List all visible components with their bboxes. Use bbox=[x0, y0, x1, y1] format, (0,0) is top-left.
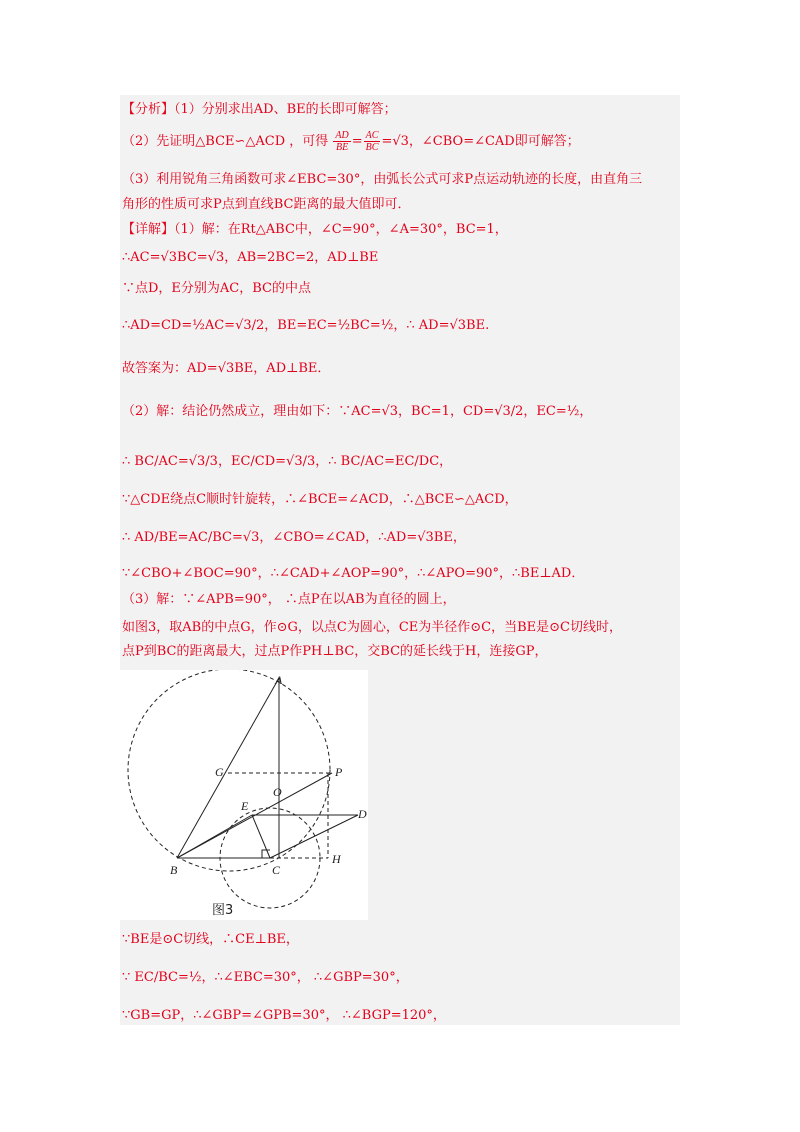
segment-cd bbox=[270, 815, 358, 858]
part3-line-4: ∵BE是⊙C切线，∴CE⊥BE， bbox=[122, 932, 299, 947]
label-d: D bbox=[358, 807, 367, 821]
analysis-line-1: 【分析】（1）分别求出AD、BE的长即可解答； bbox=[122, 102, 397, 117]
segment-ec bbox=[252, 815, 270, 858]
analysis-line-3: （3）利用锐角三角函数可求∠EBC=30°，由弧长公式可求P点运动轨迹的长度，由直角三 bbox=[122, 172, 643, 187]
part3-line-6: ∵GB=GP，∴∠GBP=∠GPB=30°， ∴∠BGP=120°， bbox=[122, 1008, 446, 1023]
analysis-line-2-start: （2）先证明△BCE∽△ACD ，可得 bbox=[122, 134, 329, 149]
part2-line-3: ∵△CDE绕点C顺时针旋转，∴∠BCE=∠ACD，∴△BCE∽△ACD， bbox=[122, 492, 518, 507]
fraction-ad-be: $\frac{AD}{BE}$ bbox=[335, 130, 349, 153]
fraction-ac-bc: $\frac{AC}{BC}$ bbox=[365, 130, 379, 153]
detail-line-5: 故答案为：AD=√3BE，AD⊥BE． bbox=[122, 361, 331, 376]
label-e: E bbox=[241, 799, 249, 813]
part2-line-4: ∴ AD/BE=AC/BC=√3，∠CBO=∠CAD，∴AD=√3BE， bbox=[122, 530, 466, 545]
label-b: B bbox=[170, 863, 178, 877]
figure-caption: 图3 bbox=[212, 903, 234, 918]
figure-svg bbox=[120, 670, 368, 920]
analysis-line-2: （2）先证明△BCE∽△ACD ，可得 $\frac{AD}{BE}$ = $\frac{AC}{BC}$ =√3，∠CBO=∠CAD即可解答； bbox=[122, 130, 580, 153]
label-c: C bbox=[272, 863, 281, 877]
analysis-line-2-end: =√3，∠CBO=∠CAD即可解答； bbox=[381, 134, 580, 149]
segment-be bbox=[177, 815, 252, 858]
part3-line-2: 如图3，取AB的中点G，作⊙G，以点C为圆心，CE为半径作⊙C，当BE是⊙C切线时， bbox=[122, 620, 622, 635]
analysis-line-4: 角形的性质可求P点到直线BC距离的最大值即可． bbox=[122, 197, 411, 212]
label-o: O bbox=[273, 785, 282, 799]
geometry-figure bbox=[120, 670, 368, 920]
part3-line-3: 点P到BC的距离最大，过点P作PH⊥BC，交BC的延长线于H，连接GP， bbox=[122, 644, 548, 659]
part2-line-2: ∴ BC/AC=√3/3，EC/CD=√3/3，∴ BC/AC=EC/DC， bbox=[122, 454, 453, 469]
label-p: P bbox=[335, 765, 343, 779]
label-a: A bbox=[275, 673, 283, 687]
part2-line-1: （2）解：结论仍然成立，理由如下：∵AC=√3，BC=1，CD=√3/2，EC=½， bbox=[122, 404, 593, 419]
label-h: H bbox=[332, 852, 341, 866]
detail-line-1: 【详解】（1）解：在Rt△ABC中，∠C=90°，∠A=30°，BC=1， bbox=[122, 222, 508, 237]
part3-line-5: ∵ EC/BC=½，∴∠EBC=30°， ∴∠GBP=30°， bbox=[122, 970, 409, 985]
part3-line-1: （3）解：∵∠APB=90°， ∴点P在以AB为直径的圆上， bbox=[122, 592, 456, 607]
detail-line-2: ∴AC=√3BC=√3，AB=2BC=2，AD⊥BE bbox=[122, 250, 379, 265]
label-g: G bbox=[215, 765, 224, 779]
detail-line-3: ∵点D，E分别为AC，BC的中点 bbox=[122, 281, 311, 296]
part2-line-5: ∵∠CBO+∠BOC=90°，∴∠CAD+∠AOP=90°，∴∠APO=90°，∴BE⊥AD． bbox=[122, 566, 585, 581]
detail-line-4: ∴AD=CD=½AC=√3/2，BE=EC=½BC=½，∴ AD=√3BE. bbox=[122, 318, 490, 333]
circle-g bbox=[128, 670, 330, 871]
